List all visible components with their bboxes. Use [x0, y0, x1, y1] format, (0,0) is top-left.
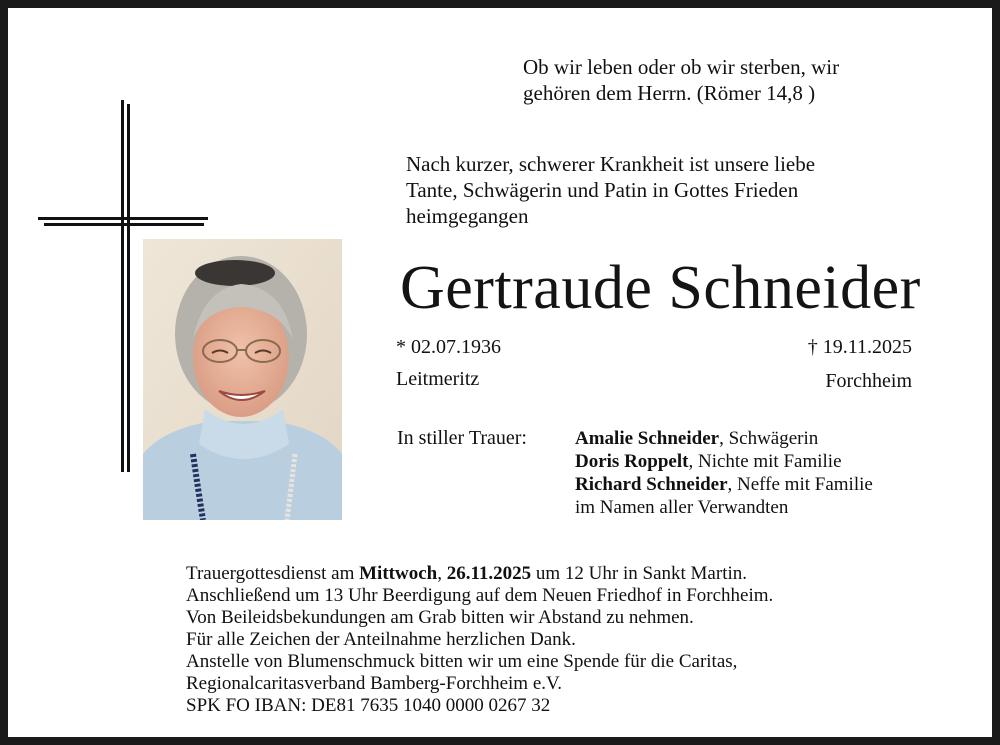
mourner-relation: , Nichte mit Familie — [688, 451, 842, 472]
deceased-name: Gertraude Schneider — [400, 254, 921, 322]
intro-text — [406, 151, 946, 229]
service-line: Anschließend um 13 Uhr Beerdigung auf dem Neuen Friedhof in Forchheim. — [186, 585, 774, 606]
service-line: Für alle Zeichen der Anteilnahme herzlichen Dank. — [186, 629, 576, 650]
mourners-list — [575, 427, 873, 519]
service-line: Regionalcaritasverband Bamberg-Forchheim e.V. — [186, 673, 563, 694]
mourning-closing: im Namen aller Verwandten — [575, 497, 789, 518]
service-line: Von Beileidsbekundungen am Grab bitten wir Abstand zu nehmen. — [186, 607, 694, 628]
bank-details: SPK FO IBAN: DE81 7635 1040 0000 0267 32 — [186, 695, 551, 716]
intro-line: heimgegangen — [406, 204, 529, 228]
intro-line: Nach kurzer, schwerer Krankheit ist unsere liebe — [406, 152, 816, 176]
service-date: 26.11.2025 — [446, 563, 532, 584]
bible-verse — [523, 54, 953, 106]
service-line — [186, 563, 946, 585]
death-place: Forchheim — [825, 370, 912, 392]
mourner-relation: , Neffe mit Familie — [727, 474, 873, 495]
mourner-entry — [575, 450, 873, 473]
service-day: Mittwoch — [359, 563, 438, 584]
mourner-name: Doris Roppelt — [575, 451, 689, 472]
service-sep: , — [437, 563, 447, 584]
birth-place: Leitmeritz — [396, 368, 480, 390]
mourner-relation: , Schwägerin — [719, 428, 819, 449]
mourning-label: In stiller Trauer: — [397, 427, 527, 449]
service-text: um 12 Uhr in Sankt Martin. — [531, 563, 748, 584]
verse-line: gehören dem Herrn. (Römer 14,8 ) — [523, 81, 816, 105]
intro-line: Tante, Schwägerin und Patin in Gottes Frieden — [406, 178, 799, 202]
mourner-entry — [575, 473, 873, 496]
service-text: Trauergottesdienst am — [186, 563, 360, 584]
mourner-name: Richard Schneider — [575, 474, 728, 495]
birth-date: * 02.07.1936 — [396, 336, 501, 358]
portrait-photo — [143, 239, 342, 520]
mourner-entry — [575, 427, 873, 450]
mourner-name: Amalie Schneider — [575, 428, 720, 449]
verse-line: Ob wir leben oder ob wir sterben, wir — [523, 55, 840, 79]
service-line: Anstelle von Blumenschmuck bitten wir um eine Spende für die Caritas, — [186, 651, 738, 672]
death-date: † 19.11.2025 — [807, 336, 912, 358]
service-info — [186, 563, 946, 717]
